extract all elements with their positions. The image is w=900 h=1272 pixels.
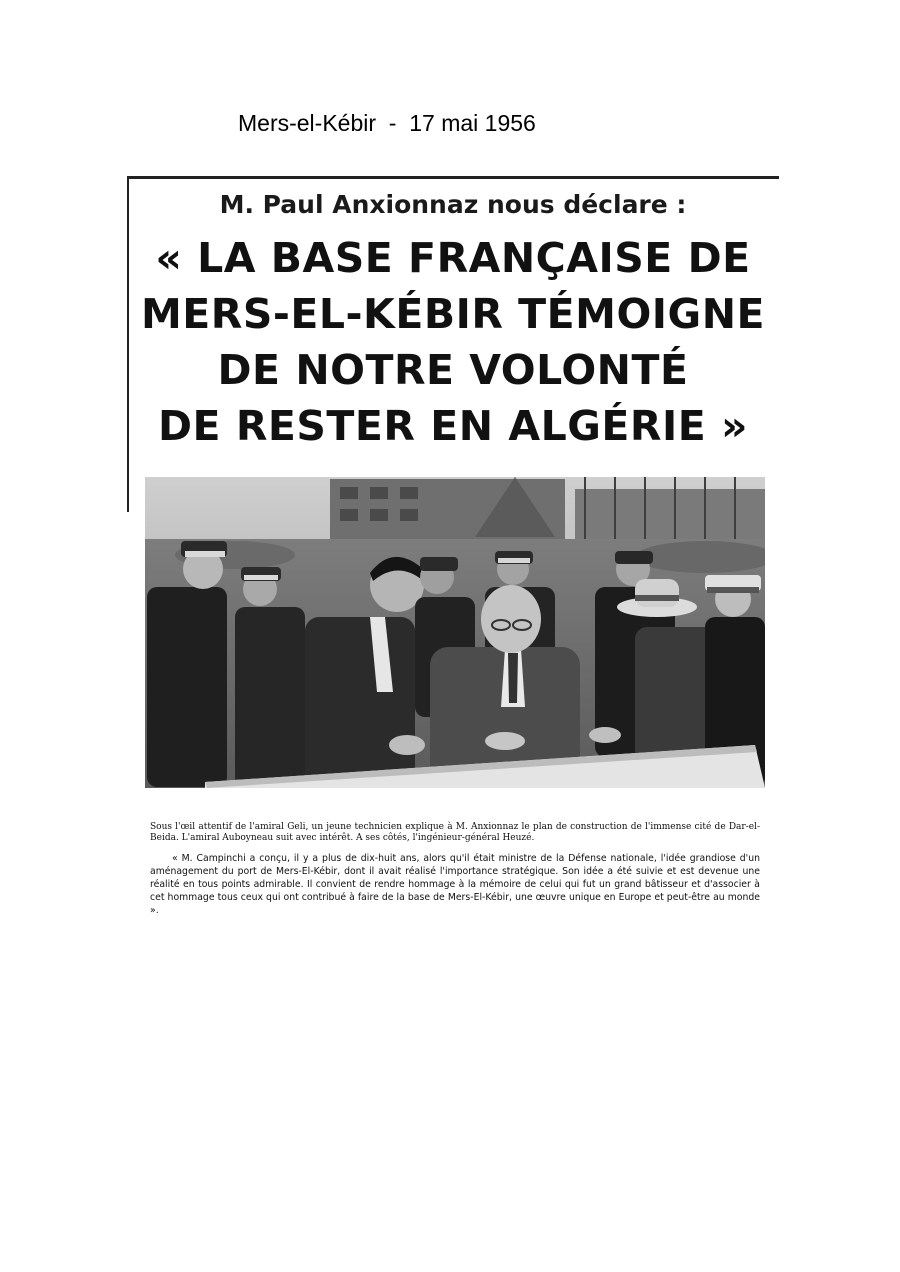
clipping-top-rule	[127, 176, 779, 179]
photo-caption: Sous l'œil attentif de l'amiral Geli, un jeune technicien explique à M. Anxionnaz le plan de construction de l'immense cité de Dar-el-Beida. L'amiral Auboyneau suit avec intérêt. A ses côtés, l'ingénieur-général Heuzé.	[150, 822, 760, 843]
newspaper-clipping	[127, 176, 779, 516]
news-photo-illustration	[145, 477, 765, 788]
headline-line-3: DE NOTRE VOLONTÉ	[217, 346, 689, 394]
news-photo	[145, 477, 765, 788]
clipping-left-rule	[127, 176, 129, 512]
headline-line-4: DE RESTER EN ALGÉRIE »	[158, 402, 748, 450]
article-body: « M. Campinchi a conçu, il y a plus de dix-huit ans, alors qu'il était ministre de la Défense nationale, l'idée grandiose d'un aménagement du port de Mers-El-Kébir, dont il avait réalisé l'importance stratégique. Son idée a été suivie et est devenue une réalité en tous points admirable. Il convient de rendre hommage à la mémoire de celui qui fut un grand bâtisseur et d'associer à cet hommage tous ceux qui ont contribué à faire de la base de Mers-El-Kébir, une œuvre unique en Europe et peut-être au monde ».	[150, 853, 760, 917]
headline-line-2: MERS-EL-KÉBIR TÉMOIGNE	[140, 290, 766, 338]
article-kicker: M. Paul Anxionnaz nous déclare :	[219, 190, 687, 219]
headline-line-1: « LA BASE FRANÇAISE DE	[155, 234, 751, 282]
page-header: Mers-el-Kébir - 17 mai 1956	[238, 110, 536, 136]
